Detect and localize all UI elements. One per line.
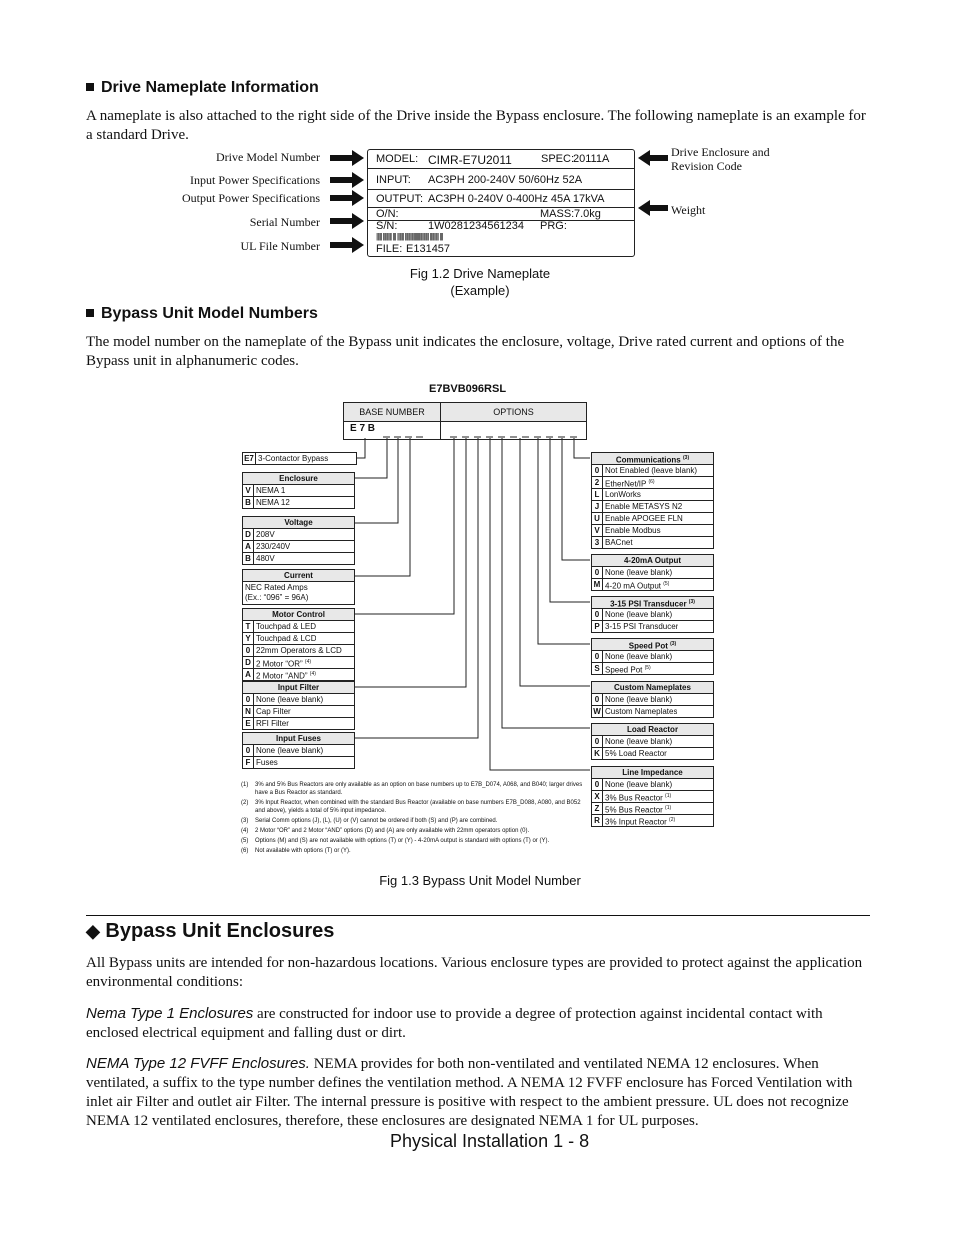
table-voltage: Voltage D 208V A 230/240V B 480V — [242, 516, 355, 565]
table-custom-nameplates: Custom Nameplates 0 None (leave blank) W Custom Nameplates — [591, 681, 714, 718]
table-communications: Communications $^{(3)}$ 0 Not Enabled (leave blank) 2 EtherNet/IP $^{(6)}$ L LonWorks J Enable METASYS N2 U Enable APOGEE FLN V Enable Modbus 3 BACnet — [591, 452, 714, 549]
base-code: E 7 B — [350, 423, 376, 434]
table-line-impedance: Line Impedance 0 None (leave blank) X 3% Bus Reactor $^{(1)}$ Z 5% Bus Reactor $^{(1)}$ R 3% Input Reactor $^{(2)}$ — [591, 766, 714, 827]
table-motor-control: Motor Control T Touchpad & LED Y Touchpad & LCD 0 22mm Operators & LCD D 2 Motor “OR” $^{(4)}$ A 2 Motor “AND” $^{(4)}$ — [242, 608, 355, 681]
fig-1-2-caption: Fig 1.2 Drive Nameplate (Example) — [409, 266, 551, 298]
model-footnotes: (1) 3% and 5% Bus Reactors are only available as an option on base numbers up to E7B_D074, A068, and B040; larger drives have a Bus Reactor as standard. (2) 3% Input Reactor, when combined with the standard Bus Reactor (available on base numbers E7B_D088, A080, and B052 and above), yields a total of 5% input impedance. (3) Serial Comm options (J), (L), (U) or (V) cannot be ordered if both (S) and (P) are combined. (4) 2 Motor “OR” and 2 Motor “AND” options (D) and (A) are only available with 22mm operators option (0). (5) Options (M) and (S) are not available with options (T) or (Y) - 4-20mA output is standard with options (T) or (Y). (6) Not available with options (T) or (Y). — [241, 782, 583, 854]
table-4-20ma-output: 4-20mA Output 0 None (leave blank) M 4-20 mA Output $^{(5)}$ — [591, 554, 714, 591]
paragraph-nema12: NEMA Type 12 FVFF Enclosures. NEMA provides for both non-ventilated and ventilated NEMA 12 enclosures. When ventilated, a suffix to the type number defines the ventilation method. A NEMA 12 FVFF enclosure has Forced Ventilation with inlet air Filter and outlet air Filter. The internal pressure is positive with respect to the ambient pressure. UL does not recognize NEMA 12 ventilated enclosures, therefore, these enclosures are designated NEMA 1 for UL purposes. — [86, 1055, 853, 1129]
table-psi-transducer: 3-15 PSI Transducer $^{(3)}$ 0 None (leave blank) P 3-15 PSI Transducer — [591, 596, 714, 633]
label-enclosure-revision: Drive Enclosure and Revision Code — [671, 145, 770, 173]
label-output-power: Output Power Specifications — [182, 191, 320, 205]
nameplate-plate: MODEL: CIMR-E7U2011 SPEC: 20111A INPUT: AC3PH 200-240V 50/60Hz 52A OUTPUT: AC3PH 0-240V 0-400Hz 45A 17kVA O/N: MASS: 7.0kg S/N: 1W0281234561234 PRG: ||||| |||||||| ||| |||||| |||||||||||||||||||||| |||||||| ||| FILE: E131457 — [367, 149, 635, 257]
label-drive-model: Drive Model Number — [216, 150, 320, 164]
section-heading-nameplate: Drive Nameplate Information — [86, 79, 319, 97]
page-footer: Physical Installation 1 - 8 — [390, 1131, 590, 1151]
label-weight: Weight — [671, 203, 706, 217]
label-input-power: Input Power Specifications — [190, 173, 320, 187]
table-enclosure: Enclosure V NEMA 1 B NEMA 12 — [242, 472, 355, 509]
left-arrows-icon — [330, 145, 366, 257]
label-ul-file: UL File Number — [240, 239, 320, 253]
section-divider — [86, 915, 870, 916]
label-serial-number: Serial Number — [249, 215, 320, 229]
nameplate-figure — [160, 145, 780, 265]
diamond-bullet-icon: ◆ — [86, 921, 100, 941]
table-speed-pot: Speed Pot $^{(3)}$ 0 None (leave blank) S Speed Pot $^{(5)}$ — [591, 638, 714, 675]
table-load-reactor: Load Reactor 0 None (leave blank) K 5% Load Reactor — [591, 723, 714, 760]
bullet-square-icon — [86, 83, 94, 91]
paragraph-model-intro: The model number on the nameplate of the Bypass unit indicates the enclosure, voltage, Drive rated current and options of the Bypass unit in alphanumeric codes. — [86, 334, 845, 369]
fig-1-3-caption: Fig 1.3 Bypass Unit Model Number — [379, 873, 581, 888]
table-input-fuses: Input Fuses 0 None (leave blank) F Fuses — [242, 732, 355, 769]
section-heading-model-numbers: Bypass Unit Model Numbers — [86, 305, 318, 323]
table-input-filter: Input Filter 0 None (leave blank) N Cap Filter E RFI Filter — [242, 681, 355, 730]
paragraph-nameplate-intro: A nameplate is also attached to the right side of the Drive inside the Bypass enclosure. The following nameplate is an example for a standard Drive. — [86, 108, 866, 143]
bullet-square-icon — [86, 309, 94, 317]
table-current: Current NEC Rated Amps (Ex.: “096” = 96A) — [242, 569, 355, 605]
options-header: OPTIONS — [441, 403, 586, 422]
section-heading-enclosures: ◆ Bypass Unit Enclosures — [86, 920, 335, 942]
paragraph-nema1: Nema Type 1 Enclosures are constructed for indoor use to provide a degree of protection against incidental contact with enclosed electrical equipment and falling dust or dirt. — [86, 1005, 823, 1041]
table-e7: E7 3-Contactor Bypass — [242, 452, 357, 465]
paragraph-enclosures-intro: All Bypass units are intended for non-hazardous locations. Various enclosure types are provided to protect against the application environmental conditions: — [86, 955, 863, 990]
right-arrows-icon — [638, 145, 670, 225]
model-number-example: E7BVB096RSL — [429, 383, 507, 395]
base-number-header: BASE NUMBER — [344, 403, 441, 422]
